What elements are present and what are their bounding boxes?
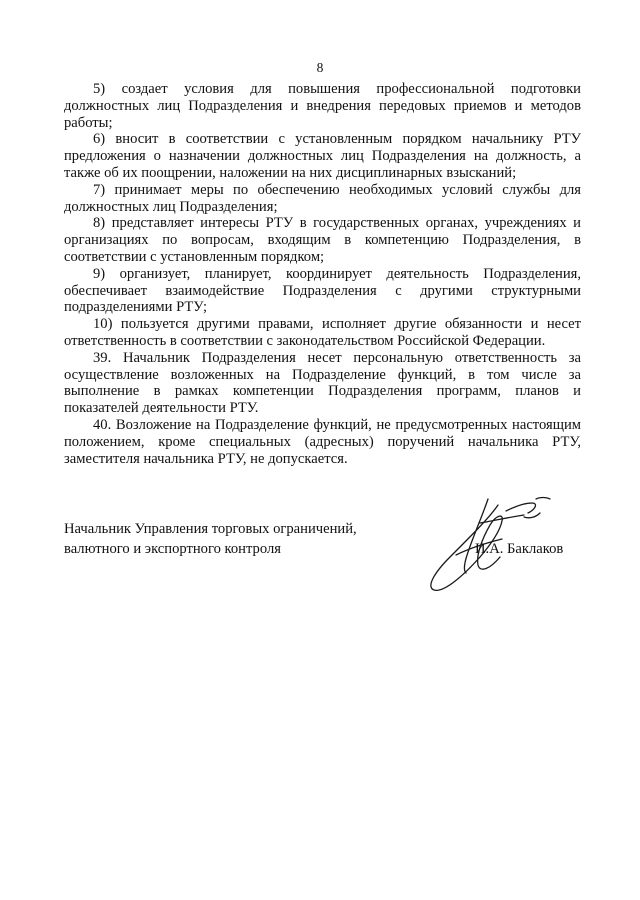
paragraph-clause-39: 39. Начальник Подразделения несет персональную ответственность за осуществление возложенных на Подразделение функций, в том числе за выполнение в рамках компетенции Подразделения программ, планов и показателей деятельности РТУ. [64,349,581,417]
page-number: 8 [316,60,324,75]
signatory-title [64,519,357,559]
signatory-title-line-1: Начальник Управления торговых ограничений, [64,521,357,537]
signatory-name: И.А. Баклаков [475,541,564,557]
paragraph-clause-40: 40. Возложение на Подразделение функций, не предусмотренных настоящим положением, кроме специальных (адресных) поручений начальника РТУ, заместителя начальника РТУ, не допускается. [64,416,581,467]
signature-block [64,519,584,599]
signatory-title-line-2: валютного и экспортного контроля [64,541,281,557]
document-body [64,81,581,467]
paragraph-item-9: 9) организует, планирует, координирует деятельность Подразделения, обеспечивает взаимодействие Подразделения с другими структурными подразделениями РТУ; [64,265,581,316]
paragraph-item-5: 5) создает условия для повышения профессиональной подготовки должностных лиц Подразделения и внедрения передовых приемов и методов работы; [64,81,581,131]
paragraph-item-10: 10) пользуется другими правами, исполняет другие обязанности и несет ответственность в соответствии с законодательством Российской Федерации. [64,316,581,349]
paragraph-item-6: 6) вносит в соответствии с установленным порядком начальнику РТУ предложения о назначении должностных лиц Подразделения на должность, а также об их поощрении, наложении на них дисциплинарных взысканий; [64,131,581,181]
paragraph-item-8: 8) представляет интересы РТУ в государственных органах, учреждениях и организациях по вопросам, входящим в компетенцию Подразделения, в соответствии с установленным порядком; [64,215,581,265]
paragraph-item-7: 7) принимает меры по обеспечению необходимых условий службы для должностных лиц Подразделения; [64,181,581,215]
